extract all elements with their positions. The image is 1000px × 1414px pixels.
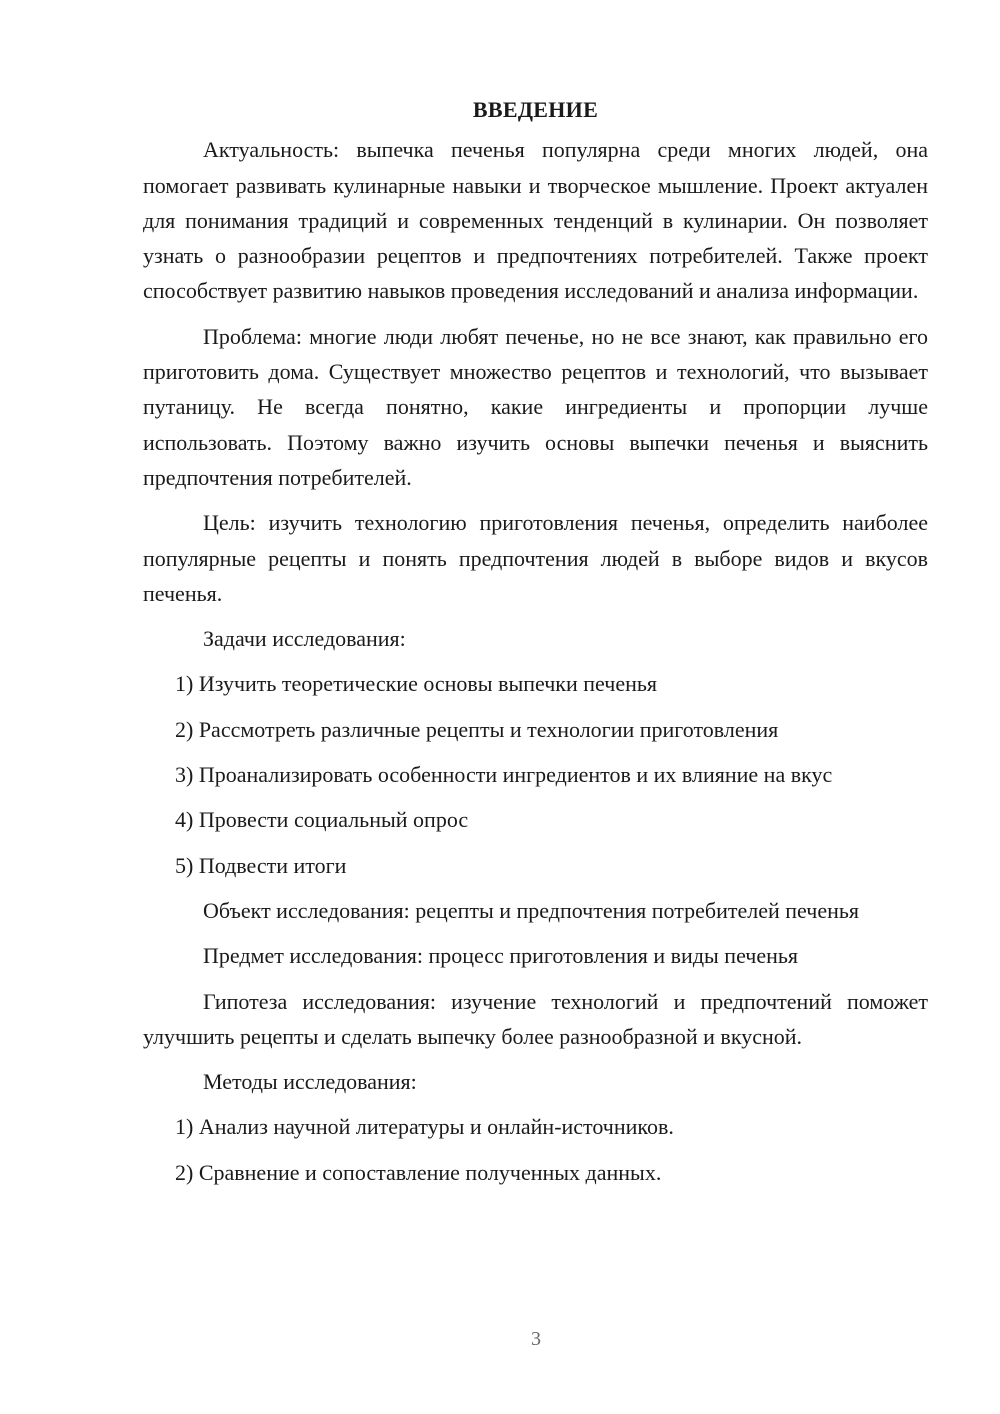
relevance-paragraph: Актуальность: выпечка печенья популярна среди многих людей, она помогает развивать кулинарные навыки и творческое мышление. Проект актуален для понимания традиций и современных тенденций в кулинарии. Он позволяет узнать о разнообразии рецептов и предпочтениях потребителей. Также проект способствует развитию навыков проведения исследований и анализа информации. xyxy=(143,137,928,304)
problem-paragraph: Проблема: многие люди любят печенье, но не все знают, как правильно его приготовить дома. Существует множество рецептов и технологий, что вызывает путаницу. Не всегда понятно, какие ингредиенты и пропорции лучше использовать. Поэтому важно изучить основы выпечки печенья и выяснить предпочтения потребителей. xyxy=(143,323,928,490)
page-number: 3 xyxy=(531,1328,541,1350)
methods-heading: Методы исследования: xyxy=(203,1069,417,1095)
section-title: ВВЕДЕНИЕ xyxy=(472,97,599,122)
task-item: 1) Изучить теоретические основы выпечки печенья xyxy=(175,671,658,697)
task-item: 2) Рассмотреть различные рецепты и технологии приготовления xyxy=(175,716,779,742)
hypothesis-paragraph: Гипотеза исследования: изучение технологий и предпочтений поможет улучшить рецепты и сделать выпечку более разнообразной и вкусной. xyxy=(143,988,928,1049)
object-paragraph: Объект исследования: рецепты и предпочтения потребителей печенья xyxy=(203,897,860,923)
task-item: 5) Подвести итоги xyxy=(175,852,347,878)
document-page xyxy=(143,92,928,1200)
method-item: 2) Сравнение и сопоставление полученных данных. xyxy=(175,1159,662,1185)
task-item: 4) Провести социальный опрос xyxy=(175,807,469,833)
goal-paragraph: Цель: изучить технологию приготовления печенья, определить наиболее популярные рецепты и понять предпочтения людей в выборе видов и вкусов печенья. xyxy=(143,510,928,606)
subject-line: Предмет исследования: процесс приготовления и виды печенья xyxy=(203,943,799,969)
method-item: 1) Анализ научной литературы и онлайн-источников. xyxy=(175,1114,674,1140)
task-item: 3) Проанализировать особенности ингредиентов и их влияние на вкус xyxy=(175,762,833,788)
tasks-heading: Задачи исследования: xyxy=(203,626,406,652)
